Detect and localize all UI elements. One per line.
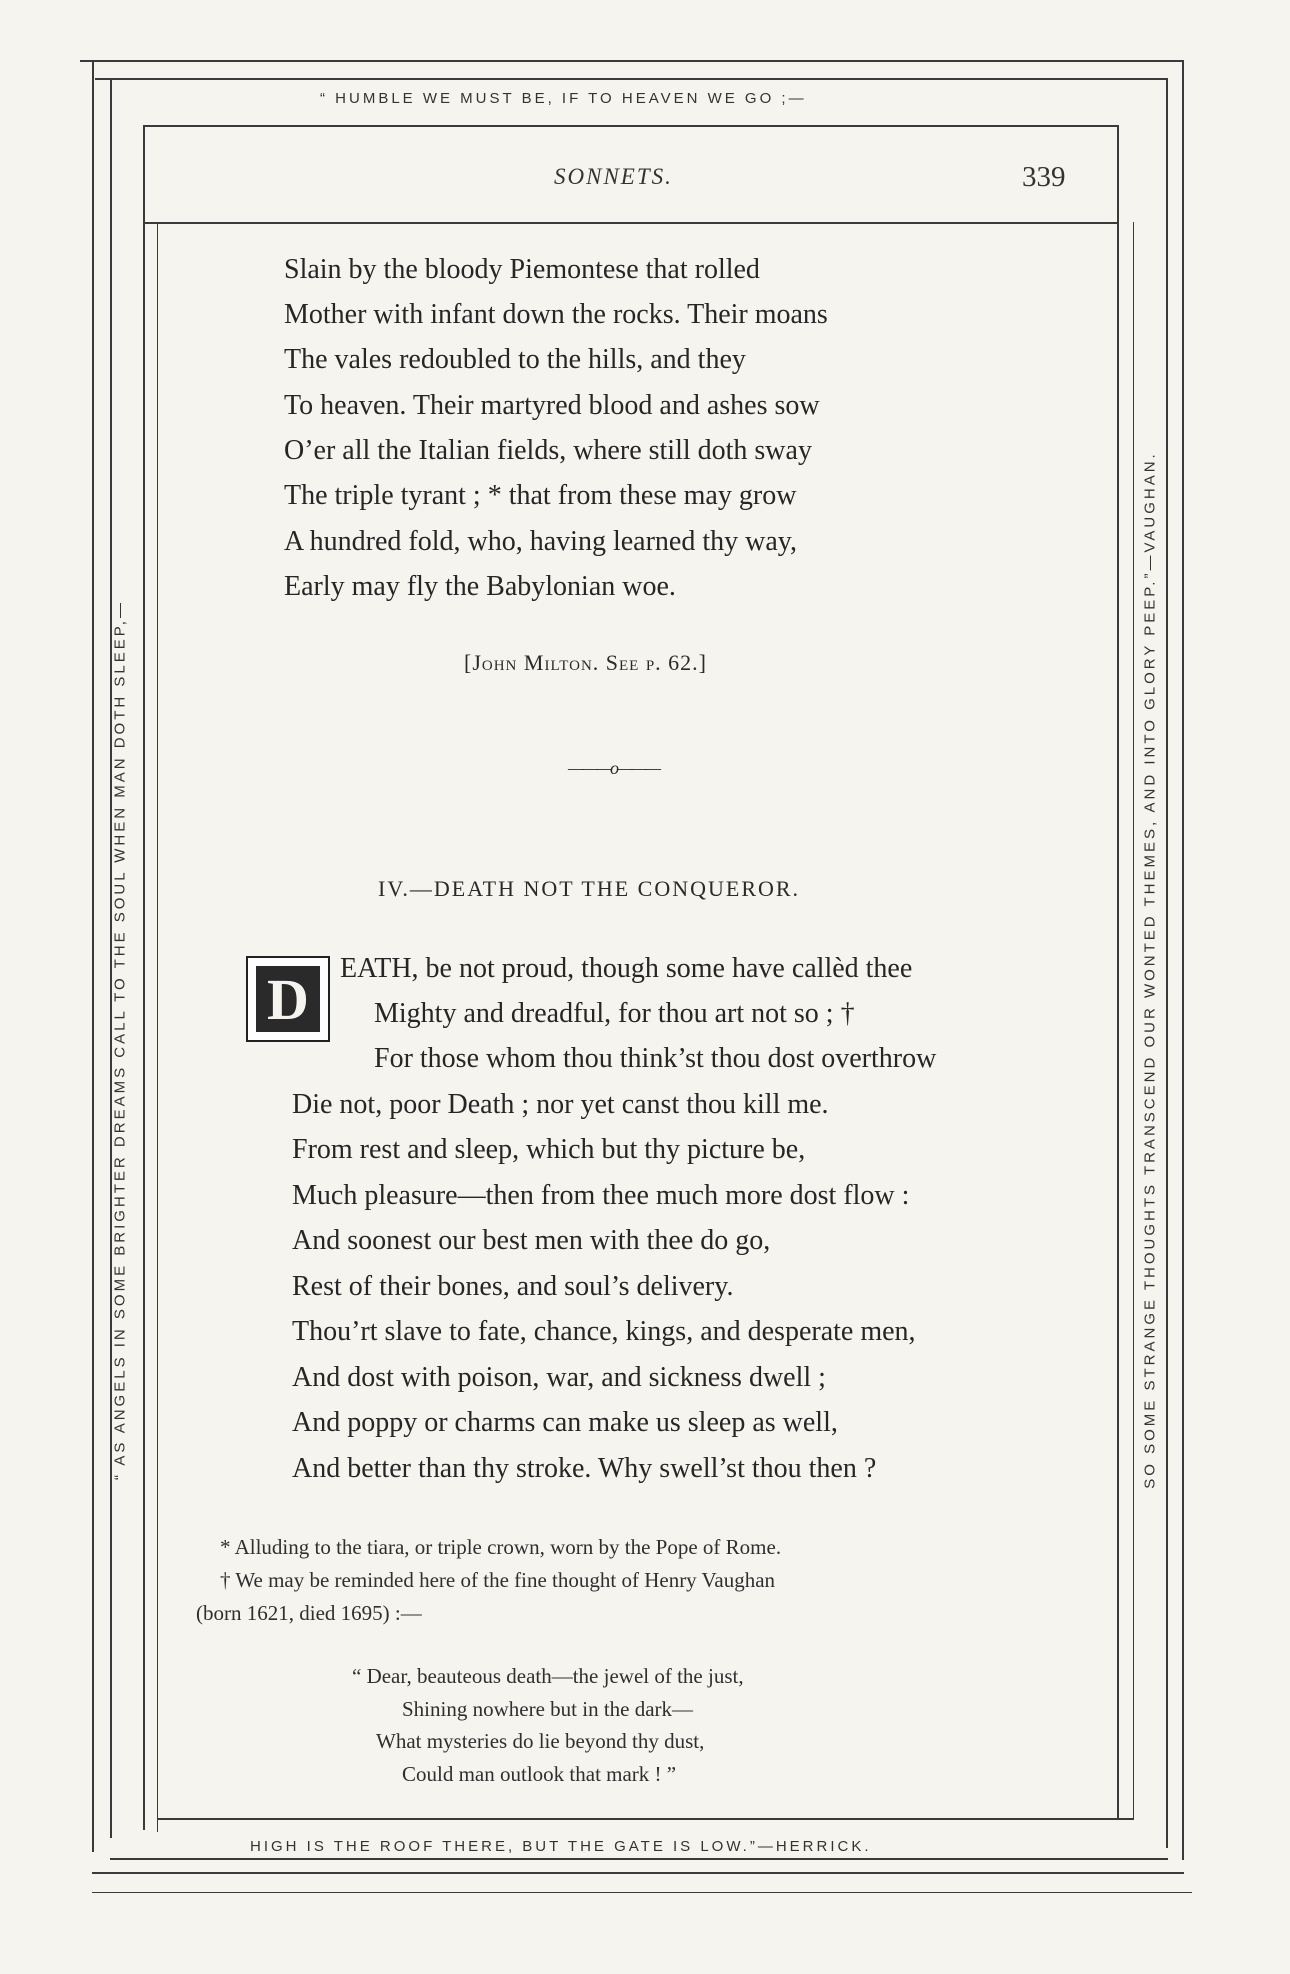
panel-inner-right xyxy=(1133,222,1134,1820)
footnote-line: † We may be reminded here of the fine thought of Henry Vaughan xyxy=(220,1568,776,1592)
footnote-quote-line: What mysteries do lie beyond thy dust, xyxy=(376,1729,705,1753)
panel-inner-left xyxy=(157,222,158,1832)
left-margin-quote: “ AS ANGELS IN SOME BRIGHTER DREAMS CALL TO THE SOUL WHEN MAN DOTH SLEEP,— xyxy=(111,600,129,1480)
poem1-line: The vales redoubled to the hills, and they xyxy=(284,344,746,375)
poem2-line: Thou’rt slave to fate, chance, kings, and desperate men, xyxy=(292,1316,916,1347)
poem2-line: Die not, poor Death ; nor yet canst thou kill me. xyxy=(292,1089,829,1120)
header-rule xyxy=(143,222,1117,224)
bottom-margin-quote: HIGH IS THE ROOF THERE, BUT THE GATE IS LOW.”—HERRICK. xyxy=(250,1838,872,1855)
poem2-line: Much pleasure—then from thee much more dost flow : xyxy=(292,1180,910,1211)
drop-cap-letter: D xyxy=(256,966,320,1032)
outer-frame-top xyxy=(80,60,1184,62)
poem1-line: A hundred fold, who, having learned thy way, xyxy=(284,526,797,557)
poem2-line: Rest of their bones, and soul’s delivery. xyxy=(292,1271,734,1302)
poem2-line: EATH, be not proud, though some have callèd thee xyxy=(340,953,913,984)
poem2-line: And better than thy stroke. Why swell’st thou then ? xyxy=(292,1453,877,1484)
poem1-line: Slain by the bloody Piemontese that rolled xyxy=(284,254,760,285)
footnote-quote-line: Shining nowhere but in the dark— xyxy=(402,1697,694,1721)
poem1-line: The triple tyrant ; * that from these may grow xyxy=(284,480,797,511)
right-margin-quote: SO SOME STRANGE THOUGHTS TRANSCEND OUR WONTED THEMES, AND INTO GLORY PEEP.”—VAUGHAN. xyxy=(1141,451,1159,1489)
page-number: 339 xyxy=(1022,161,1066,193)
poem2-line: Mighty and dreadful, for thou art not so ; † xyxy=(374,998,855,1029)
poem1-line: Early may fly the Babylonian woe. xyxy=(284,571,676,602)
footnote-line: * Alluding to the tiara, or triple crown, worn by the Pope of Rome. xyxy=(220,1535,782,1559)
poem2-line: And dost with poison, war, and sickness dwell ; xyxy=(292,1362,826,1393)
page-edge-bottom xyxy=(92,1892,1192,1893)
section-title: IV.—DEATH NOT THE CONQUEROR. xyxy=(378,876,801,901)
inner-frame-top xyxy=(95,78,1167,80)
poem1-line: Mother with infant down the rocks. Their moans xyxy=(284,299,828,330)
poem1-attribution: [John Milton. See p. 62.] xyxy=(464,650,708,675)
panel-right xyxy=(1117,125,1119,1820)
running-head: SONNETS. xyxy=(554,164,673,189)
inner-frame-right xyxy=(1166,78,1168,1848)
panel-bottom xyxy=(157,1818,1133,1820)
outer-frame-left xyxy=(92,62,94,1852)
footnote-line: (born 1621, died 1695) :— xyxy=(196,1601,422,1625)
top-margin-quote: “ HUMBLE WE MUST BE, IF TO HEAVEN WE GO ;— xyxy=(320,90,807,107)
poem1-line: O’er all the Italian fields, where still doth sway xyxy=(284,435,812,466)
poem2-line: For those whom thou think’st thou dost overthrow xyxy=(374,1043,937,1074)
inner-frame-bottom xyxy=(110,1858,1168,1860)
poem1-line: To heaven. Their martyred blood and ashes sow xyxy=(284,390,820,421)
poem2-line: And soonest our best men with thee do go, xyxy=(292,1225,771,1256)
footnote-quote-line: Could man outlook that mark ! ” xyxy=(402,1762,677,1786)
outer-frame-right xyxy=(1182,60,1184,1860)
footnote-quote-line: “ Dear, beauteous death—the jewel of the just, xyxy=(352,1664,744,1688)
drop-cap-d xyxy=(246,956,330,1042)
poem2-line: And poppy or charms can make us sleep as well, xyxy=(292,1407,838,1438)
outer-frame-bottom xyxy=(92,1872,1184,1874)
panel-left xyxy=(143,125,145,1830)
poem2-line: From rest and sleep, which but thy picture be, xyxy=(292,1134,806,1165)
section-divider: ———o——— xyxy=(568,758,660,778)
panel-top xyxy=(143,125,1117,127)
